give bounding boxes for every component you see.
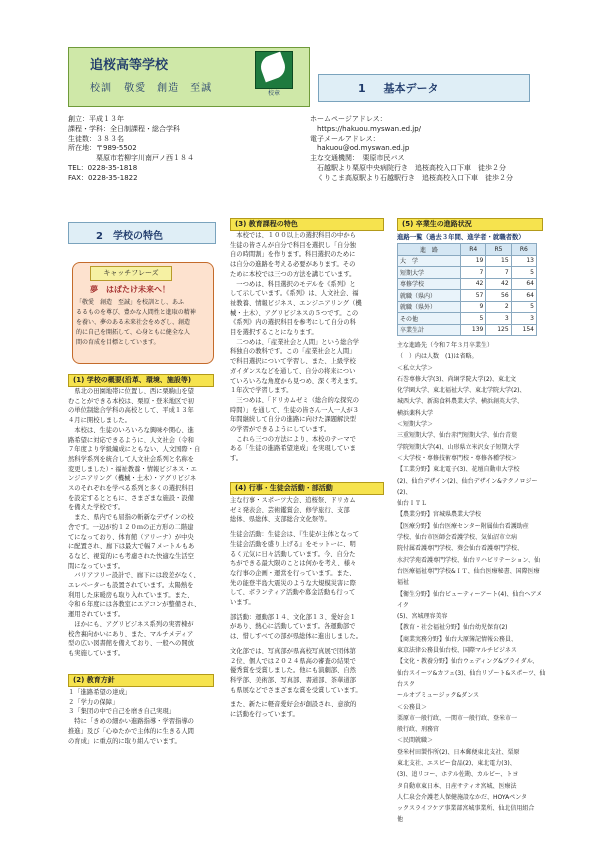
text-line: ていろいろな角度から見つめ、深く考えます。 xyxy=(230,377,362,385)
curriculum-text xyxy=(230,231,386,464)
text-line: 【文化・教養分野】仙台ウェディング&ブライダル、 xyxy=(397,658,539,666)
text-line: 時間）」を通して、生徒の皆さん一人一人が３ xyxy=(230,406,359,414)
text-line: 【医療分野】仙台医療センター附属仙台看護助産 xyxy=(397,522,529,530)
text-line: 般行政、刑務官 xyxy=(397,726,440,734)
text-line: は、惜しすべての部が県総体に進出しました。 xyxy=(230,633,363,641)
text-line: を設定するとともに、さまざまな施設・設備 xyxy=(68,494,194,502)
text-line: ＜私立大学＞ xyxy=(397,364,434,372)
text-line: ＜大学校・専修技術専門校・専修各種学校＞ xyxy=(397,454,518,462)
section-title: 基本データ xyxy=(383,82,439,95)
row-label: 専修学校 xyxy=(398,278,461,290)
graduates-heading: (5) 卒業生の進路状況 xyxy=(397,218,543,231)
text-line: るるものを尊び、豊かな人間性と進取の精神 xyxy=(76,309,196,316)
catchphrase: 夢 はばたけ未来へ！ xyxy=(90,285,170,294)
table-cell: 5 xyxy=(511,267,536,279)
text-line: の単位制総合学科の高校として、平成１３年 xyxy=(68,407,194,415)
table-cell: 5 xyxy=(461,313,486,325)
table-row xyxy=(398,301,537,313)
text-line: 自の時間割」を作ります。科目選択のために xyxy=(230,251,356,259)
graduates-table-caption: 進路一覧（過去３年間、進学者・就職者数） xyxy=(397,233,525,241)
text-line: るく元気に日々活動しています。今、自分た xyxy=(230,550,356,558)
text-line: は自分の進路を考える必要があります。その xyxy=(230,261,356,269)
text-line: てになっており、体育館（アリーナ）が中央 xyxy=(68,533,194,541)
table-cell: 42 xyxy=(461,278,486,290)
text-line: 【教育・社会福祉分野】仙台幼児保育(2) xyxy=(397,624,508,632)
table-row xyxy=(398,267,537,279)
overview-text xyxy=(68,387,218,659)
text-line: 三重短期大学、仙台赤門短期大学、仙台青葉 xyxy=(397,432,518,440)
text-line: ちができる最大限のことは何かを考え、様々 xyxy=(230,560,357,568)
text-line: 舎です。一辺が約１２０ｍの正方形の二階建 xyxy=(68,523,194,531)
text-line: ゼミ発表会、芸術鑑賞会、修学旅行、支部 xyxy=(230,506,350,514)
text-line: 東北支社、エスピー食品(2)、東北電力(3)、 xyxy=(397,759,516,767)
text-line: 城西大学、新潟食料農業大学、横浜創英大学、 xyxy=(397,398,524,406)
info-line: 主な交通機関： 栗原市民バス xyxy=(310,154,405,163)
text-line: す。 xyxy=(230,455,243,463)
text-line: タ自動車東日本、日産サティオ宮城、医療法 xyxy=(397,782,517,790)
text-line: 間の育成を目標としています。 xyxy=(76,339,160,346)
text-line: 械・土木）、アグリビジネスの５つです。この xyxy=(230,309,359,317)
text-line: 【衛生分野】仙台ビューティーアート(4)、仙台ヘアメイク xyxy=(397,590,543,609)
text-line: ＜民間就職＞ xyxy=(397,737,434,745)
text-line: 福祉 xyxy=(397,579,410,587)
row-label: 大 学 xyxy=(398,255,461,267)
text-line: 先の能登半島大震災のような大規模災害に際 xyxy=(230,579,356,587)
text-line: また、県内でも屈指の斬新なデザインの校 xyxy=(68,514,194,522)
text-line: います。 xyxy=(230,599,255,607)
text-line: の育成」に重点的に取り組んでいます。 xyxy=(68,737,181,745)
row-label: 卒業生計 xyxy=(398,324,461,336)
info-line: ホームページアドレス： xyxy=(310,115,387,123)
text-line: 本校では、１００以上の選択科目の中から xyxy=(230,232,356,239)
row-label: 就職（県外） xyxy=(398,301,461,313)
text-line: 路希望に対応できるように、人文社会（令和 xyxy=(68,436,194,444)
text-line: で科目選択について学習し、また、上級学校 xyxy=(230,358,356,366)
text-line: 年間継続して自分の進路に向けた課題解決型 xyxy=(230,416,356,424)
text-line: 生徒会活動：生徒会は、『生徒が主体となって xyxy=(230,531,360,539)
text-line: ＜公務員＞ xyxy=(397,703,428,711)
text-line: （ ）内は人数 (1)は省略。 xyxy=(397,353,478,361)
table-cell: 7 xyxy=(486,267,511,279)
text-line: 生徒会活動を盛り上げる』をモットーに、明 xyxy=(230,540,356,548)
column-header: R5 xyxy=(486,244,511,256)
text-line: 科独自の教科です。この「産業社会と人間」 xyxy=(230,348,356,356)
graduates-table xyxy=(397,243,537,336)
column-header: R4 xyxy=(461,244,486,256)
text-line: 間になっています。 xyxy=(68,562,125,570)
text-line: 主な進路先（令和７年３月卒業生） xyxy=(397,342,494,349)
text-line: 横浜薬科大学 xyxy=(397,409,434,417)
text-line: ４月に開校しました。 xyxy=(68,417,131,425)
text-line: 運用されています。 xyxy=(68,611,125,619)
text-line: ールオブミュージック&ダンス xyxy=(397,692,480,700)
text-line: に活動を行っています。 xyxy=(230,711,299,719)
text-line: 利用した床暖房も取り入れています。また、 xyxy=(68,591,194,599)
table-header-row xyxy=(398,244,537,256)
text-line: ある「生徒の進路希望達成」を実現していま xyxy=(230,445,356,453)
table-cell: 125 xyxy=(486,324,511,336)
text-line: 【工業分野】東北電子(3)、花壇自動車大学校 xyxy=(397,466,520,474)
info-line: 創立：平成１３年 xyxy=(68,115,124,123)
table-cell: 3 xyxy=(511,313,536,325)
basic-info-right xyxy=(310,115,513,184)
text-line: るなど、視覚的にも考慮された快適な生活空 xyxy=(68,552,194,560)
text-line: ガイダンスなどを通して、自分の将来につい xyxy=(230,367,356,375)
table-cell: 5 xyxy=(511,301,536,313)
table-cell: 9 xyxy=(461,301,486,313)
homepage-link[interactable]: https://hakuou.myswan.ed.jp/ xyxy=(310,124,422,133)
text-line: ＜短期大学＞ xyxy=(397,421,434,429)
text-line: 部活動：運動部１４、文化部１３、愛好会１ xyxy=(230,613,356,621)
text-line: 型の広い図書館を備えており、一般への開放 xyxy=(68,640,194,648)
text-line: 主な行事・スポーツ大会、追桜祭、ドリカム xyxy=(230,497,356,504)
feature-title: 2 学校の特色 xyxy=(96,231,163,242)
table-cell: 139 xyxy=(461,324,486,336)
text-line: 仙台スイーツ&カフェ(3)、仙台リゾート&スポーツ、仙台スク xyxy=(397,669,546,688)
text-line: 「敬愛 創造 至誠」を校訓とし、あふ xyxy=(76,299,185,306)
row-label: 就職（県内） xyxy=(398,290,461,302)
text-line: 本校は、生徒のいろいろな興味や関心、進 xyxy=(68,426,194,434)
school-name: 追桜高等学校 xyxy=(90,58,169,73)
text-line: むことができる本校は、栗原・登米地区で初 xyxy=(68,397,194,405)
table-cell: 2 xyxy=(486,301,511,313)
text-line: 【商業実務分野】仙台大原簿記情報公務員、 xyxy=(397,635,518,643)
text-line: １年次で学習します。 xyxy=(230,387,293,395)
motto-text: 敬愛 創造 至誠 xyxy=(124,83,213,94)
text-line: バリアフリー設計で、廊下には段差がなく、 xyxy=(68,572,200,580)
text-line: ックスライフケア事業部宮城事業所、仙北信用組合 xyxy=(397,805,535,813)
text-line: 東京法律公務員仙台校、国際マルチビジネス xyxy=(397,647,517,655)
info-line: 栗原市若柳字川南戸ノ西１８４ xyxy=(68,154,194,163)
text-line: 特に「きめの細かい進路指導・学習指導の xyxy=(68,718,194,726)
table-cell: 64 xyxy=(511,278,536,290)
text-line: (3)、追リコー、ホテル佐勘、カルビー、トヨ xyxy=(397,771,519,779)
text-line: 二つめは、「産業社会と人間」という総合学 xyxy=(230,338,360,346)
text-line: ために本校では三つの方法を講じています。 xyxy=(230,270,356,278)
activities-text xyxy=(230,496,386,720)
info-line: 電子メールアドレス： xyxy=(310,134,380,143)
text-line: ほかにも、アグリビジネス系列の実習棟が xyxy=(68,620,194,628)
table-row xyxy=(398,278,537,290)
text-line: エレベーターも設置されています。太陽熱を xyxy=(68,582,194,590)
curriculum-heading: (3) 教育課程の特色 xyxy=(230,218,384,231)
table-cell: 13 xyxy=(511,255,536,267)
table-cell: 56 xyxy=(486,290,511,302)
text-line: 令和６年度には各教室にエアコンが整備され、 xyxy=(68,601,201,609)
text-line: 化学園大学、東北福祉大学、東北学院大学(2)、 xyxy=(397,387,526,395)
text-line: 《系列》内の選択科目を参考にして自分の科 xyxy=(230,319,356,327)
text-line: １「進路希望の達成」 xyxy=(68,689,131,696)
text-line: 登米村田製作所(2)、日本郵便東北支社、栗原 xyxy=(397,748,520,756)
text-line: 変更しました）・福祉教養・情報ビジネス・エ xyxy=(68,465,197,473)
text-line: して示しています。《系列》は、人文社会、福 xyxy=(230,290,359,298)
text-line: 院付属看護専門学校、葵会仙台看護専門学校、 xyxy=(397,545,524,553)
text-line: ７年度より学級編成にともない、人文国際・自 xyxy=(68,446,201,454)
text-line: に配置され、廊下は最大で幅７メートルもあ xyxy=(68,543,195,551)
text-line: 推進」及び「心ゆたかで主体的に生きる人間 xyxy=(68,727,194,735)
table-total-row xyxy=(398,324,537,336)
info-line: TEL：0228-35-1818 xyxy=(68,163,138,172)
table-cell: 7 xyxy=(461,267,486,279)
text-line: 総体、県総体、支部総合文化祭等。 xyxy=(230,516,331,524)
text-line: な行事の企画・運営を行っています。また、 xyxy=(230,569,356,577)
graduates-destinations xyxy=(397,340,547,826)
info-line: FAX：0228-35-1822 xyxy=(68,173,138,182)
table-row xyxy=(398,255,537,267)
section-number: 1 xyxy=(358,82,366,95)
text-line: 目を選択することになります。 xyxy=(230,329,318,337)
text-line: 生徒の皆さんが自分で科目を選択し「自分独 xyxy=(230,241,356,249)
text-line: 三つめは、「ドリカムゼミ（総合的な探究の xyxy=(230,396,360,404)
text-line: 学院短期大学(4)、山形県立米沢女子短期大学 xyxy=(397,443,520,451)
text-line: を養い、夢のある未来社会をめざし、創造 xyxy=(76,319,191,326)
table-row xyxy=(398,290,537,302)
text-line: 人仁泉会介護老人保健施設なかだ、HOYAペンタ xyxy=(397,793,527,801)
text-line: 然科学系列を統合して人文社会系列と名称を xyxy=(68,455,194,463)
text-line: して、ボランティア活動や募金活動も行って xyxy=(230,589,356,597)
text-line: また、新たに軽音愛好会が創設され、意欲的 xyxy=(230,701,357,709)
text-line: 【農業分野】宮城県農業大学校 xyxy=(397,511,482,519)
text-line: の学習ができるようにしています。 xyxy=(230,426,331,434)
text-line: 栗原市一般行政、一関市一般行政、登米市一 xyxy=(397,714,518,722)
text-line: 一つめは、科目選択のモデルを《系列》と xyxy=(230,280,356,288)
table-cell: 64 xyxy=(511,290,536,302)
text-line: 祉教養、情報ビジネス、エンジニアリング（機 xyxy=(230,299,362,307)
text-line: (5)、宮城理容美容 xyxy=(397,613,448,621)
table-cell: 3 xyxy=(486,313,511,325)
table-row xyxy=(398,313,537,325)
text-line: 他 xyxy=(397,816,404,824)
text-line: 科学部、美術部、写真部、書道部、茶華道部 xyxy=(230,676,356,684)
text-line: ２「学力の保障」 xyxy=(68,698,119,706)
activities-heading: (4) 行事・生徒会活動・部活動 xyxy=(230,482,384,495)
text-line: ３「集団の中で自己を磨き自己実現」 xyxy=(68,708,176,716)
text-line: を備えた学校です。 xyxy=(68,504,125,512)
text-line: があり、熱心に活動しています。各運動部で xyxy=(230,623,356,631)
text-line: 優秀賞を受賞しました。他にも演劇部、自然 xyxy=(230,667,356,675)
text-line: ２位、個人では２０２４県高の審査の結果で xyxy=(230,657,356,665)
table-cell: 42 xyxy=(486,278,511,290)
motto-line xyxy=(90,79,212,94)
motto-label: 校訓 xyxy=(90,83,112,94)
column-header: 進 路 xyxy=(398,244,461,256)
basic-info-left xyxy=(68,115,194,184)
row-label: 短期大学 xyxy=(398,267,461,279)
info-line: 生徒数：３８３名 xyxy=(68,134,124,143)
catchphrase-label: キャッチフレーズ xyxy=(90,266,172,281)
basic-data-title xyxy=(358,80,439,96)
column-header: R6 xyxy=(511,244,536,256)
text-line: 石巻専修大学(3)、尚絅学院大学(2)、東北文 xyxy=(397,375,516,383)
row-label: その他 xyxy=(398,313,461,325)
policy-text xyxy=(68,688,218,746)
text-line: 台医療福祉専門学校&ＩＴ、仙台医療秘書、国際医療 xyxy=(397,567,540,575)
text-line: 仙台ＩＴＬ xyxy=(397,500,428,508)
info-line: くりこま高原駅より石越駅行き 追桜高校入口下車 徒歩２分 xyxy=(310,173,513,182)
text-line: ンジニアリング（機械・土木）・アグリビジネ xyxy=(68,475,197,483)
table-cell: 15 xyxy=(486,255,511,267)
text-line: 校舎裏向かいにあり、また、マルチメディア xyxy=(68,630,194,638)
overview-heading: (1) 学校の概要(沿革、環境、施設等) xyxy=(68,374,214,387)
text-line: も県展などでさまざまな賞を受賞しています。 xyxy=(230,686,362,694)
text-line: 文化部では、写真部が県高校写真展で団体第 xyxy=(230,647,356,655)
text-line: 水沢学苑看護専門学校、仙台リハビリテーション、仙 xyxy=(397,556,540,564)
email-link[interactable]: hakuou@od.myswan.ed.jp xyxy=(310,144,410,153)
table-cell: 57 xyxy=(461,290,486,302)
catchphrase-text xyxy=(76,298,212,348)
info-line: 石越駅より栗原中央病院行き 追桜高校入口下車 徒歩２分 xyxy=(310,163,506,172)
text-line: 的に自己を開拓して、心身ともに健全な人 xyxy=(76,329,190,336)
emblem-label: 校章 xyxy=(267,90,280,97)
table-cell: 154 xyxy=(511,324,536,336)
info-line: 課程・学科：全日制課程・総合学科 xyxy=(68,124,180,133)
table-cell: 19 xyxy=(461,255,486,267)
text-line: 県北の田園地帯に位置し、西に栗駒山を望 xyxy=(68,388,194,395)
info-line: 所在地：〒989-5502 xyxy=(68,144,137,153)
text-line: これら三つの方法により、本校のテーマで xyxy=(230,435,356,443)
policy-heading: (2) 教育方針 xyxy=(68,674,214,687)
text-line: (2)、仙台デザイン(2)、仙台デザイン&テクノロジー(2)、 xyxy=(397,477,538,496)
text-line: スのそれぞれを学べる系列と多くの選択科目 xyxy=(68,485,194,493)
text-line: も実施しています。 xyxy=(68,649,125,657)
text-line: 学校、仙台市医師会看護学校、気仙沼市立病 xyxy=(397,534,518,542)
